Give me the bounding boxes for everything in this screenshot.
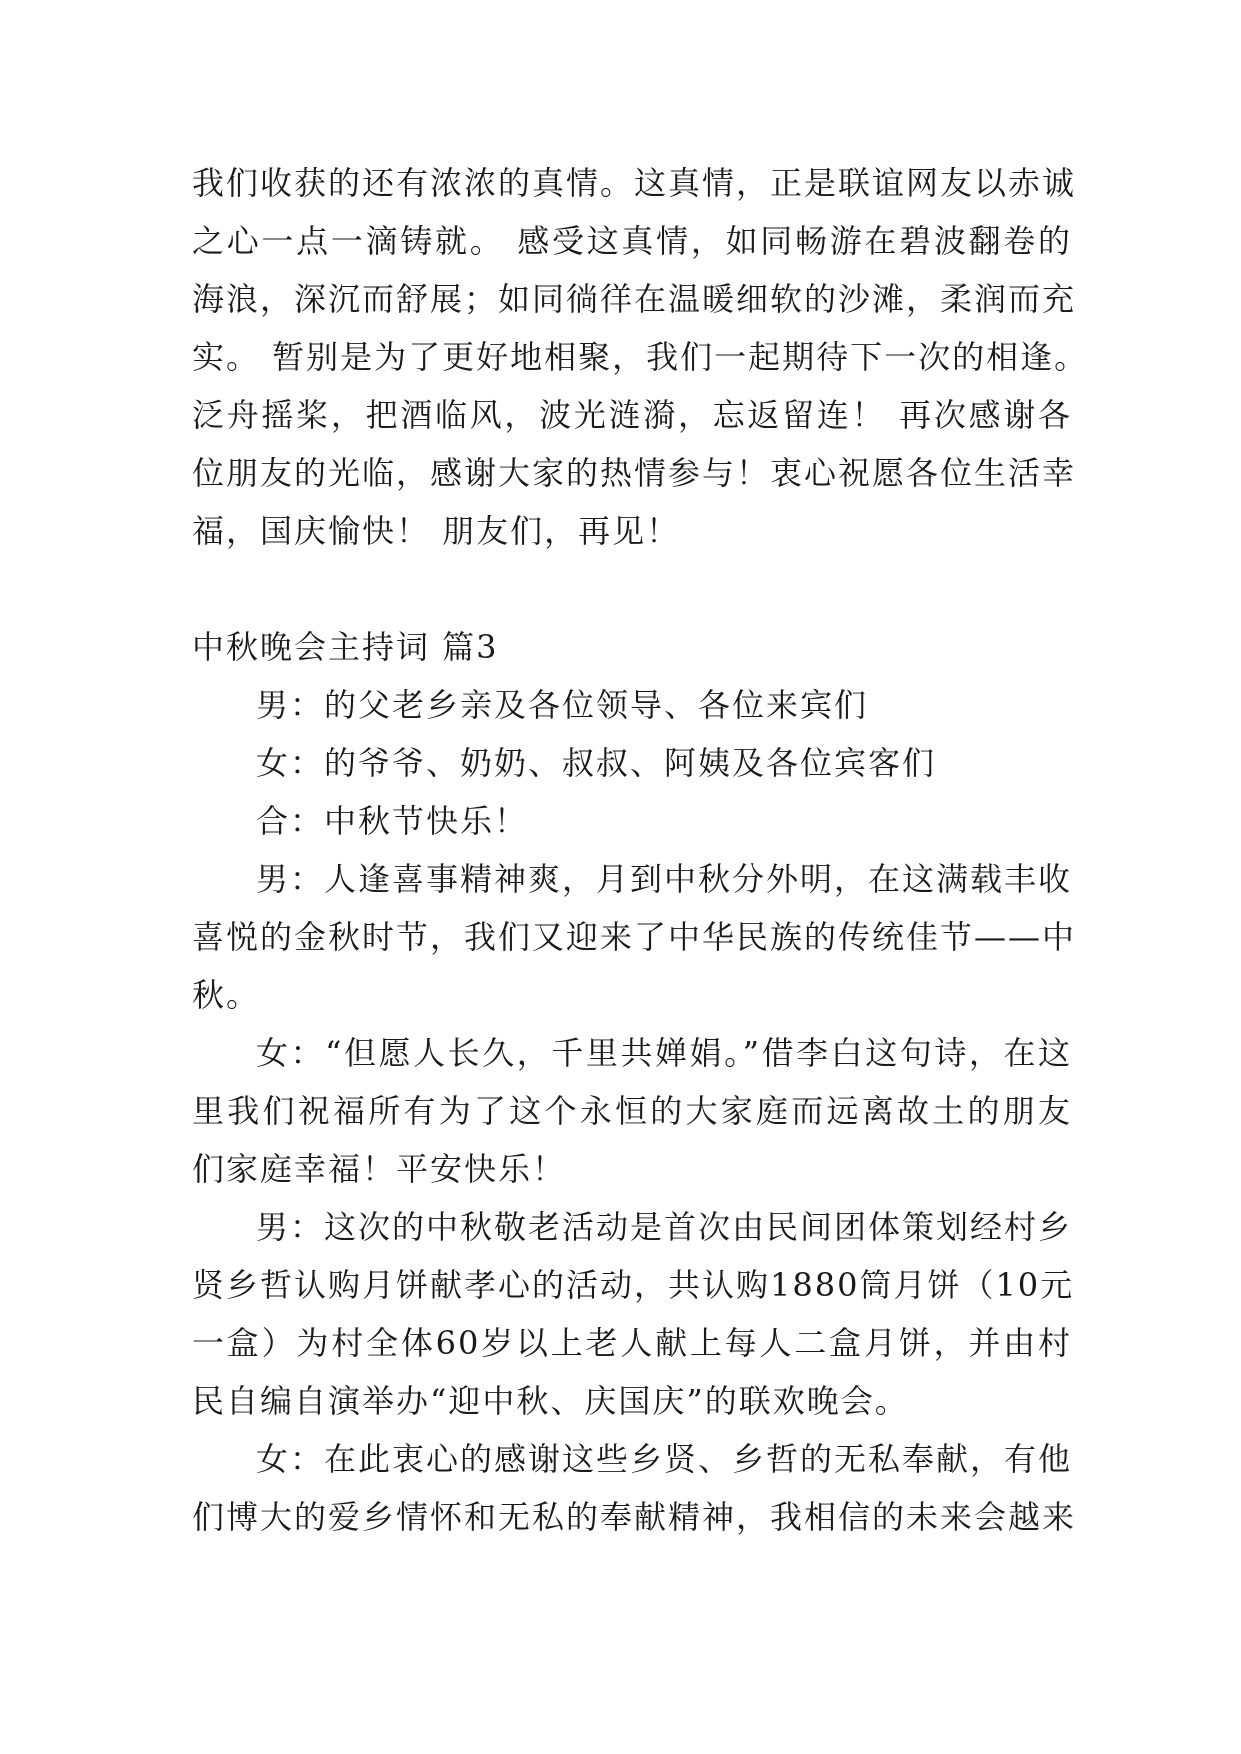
dialogue-line: 女：“但愿人长久，千里共婵娟。”借李白这句诗，在这	[256, 1034, 1072, 1072]
dialogue-line: 男：人逢喜事精神爽，月到中秋分外明，在这满载丰收	[256, 860, 1073, 898]
paragraph-line: 们家庭幸福！平安快乐！	[192, 1150, 567, 1188]
paragraph-line: 海浪，深沉而舒展；如同徜徉在温暖细软的沙滩，柔润而充	[192, 280, 1077, 318]
dialogue-line: 男：这次的中秋敬老活动是首次由民间团体策划经村乡	[256, 1208, 1073, 1246]
paragraph-line: 喜悦的金秋时节，我们又迎来了中华民族的传统佳节——中	[192, 918, 1077, 956]
dialogue-line: 男：的父老乡亲及各位领导、各位来宾们	[256, 686, 869, 724]
paragraph-line: 秋。	[192, 976, 261, 1014]
paragraph-line: 一盒）为村全体60岁以上老人献上每人二盒月饼，并由村	[192, 1324, 1072, 1362]
dialogue-line: 女：在此衷心的感谢这些乡贤、乡哲的无私奉献，有他	[256, 1440, 1073, 1478]
paragraph-line: 里我们祝福所有为了这个永恒的大家庭而远离故土的朋友	[192, 1092, 1072, 1130]
paragraph-line: 泛舟摇桨，把酒临风，波光涟漪，忘返留连！ 再次感谢各	[192, 396, 1072, 434]
paragraph-line: 位朋友的光临，感谢大家的热情参与！衷心祝愿各位生活幸	[192, 454, 1077, 492]
dialogue-line: 女：的爷爷、奶奶、叔叔、阿姨及各位宾客们	[256, 744, 937, 782]
paragraph-line: 贤乡哲认购月饼献孝心的活动，共认购1880筒月饼（10元	[192, 1266, 1075, 1304]
paragraph-line: 之心一点一滴铸就。 感受这真情，如同畅游在碧波翻卷的	[192, 222, 1072, 260]
paragraph-line: 福，国庆愉快！ 朋友们，再见！	[192, 512, 681, 550]
dialogue-line: 合：中秋节快乐！	[256, 802, 529, 840]
document-body	[192, 154, 1089, 1546]
paragraph-line: 实。 暂别是为了更好地相聚，我们一起期待下一次的相逢。	[192, 338, 1089, 376]
section-title: 中秋晚会主持词 篇3	[192, 628, 499, 666]
paragraph-line: 们博大的爱乡情怀和无私的奉献精神，我相信的未来会越来	[192, 1498, 1077, 1536]
paragraph-line: 民自编自演举办“迎中秋、庆国庆”的联欢晚会。	[192, 1382, 909, 1420]
paragraph-line: 我们收获的还有浓浓的真情。这真情，正是联谊网友以赤诚	[192, 164, 1077, 202]
